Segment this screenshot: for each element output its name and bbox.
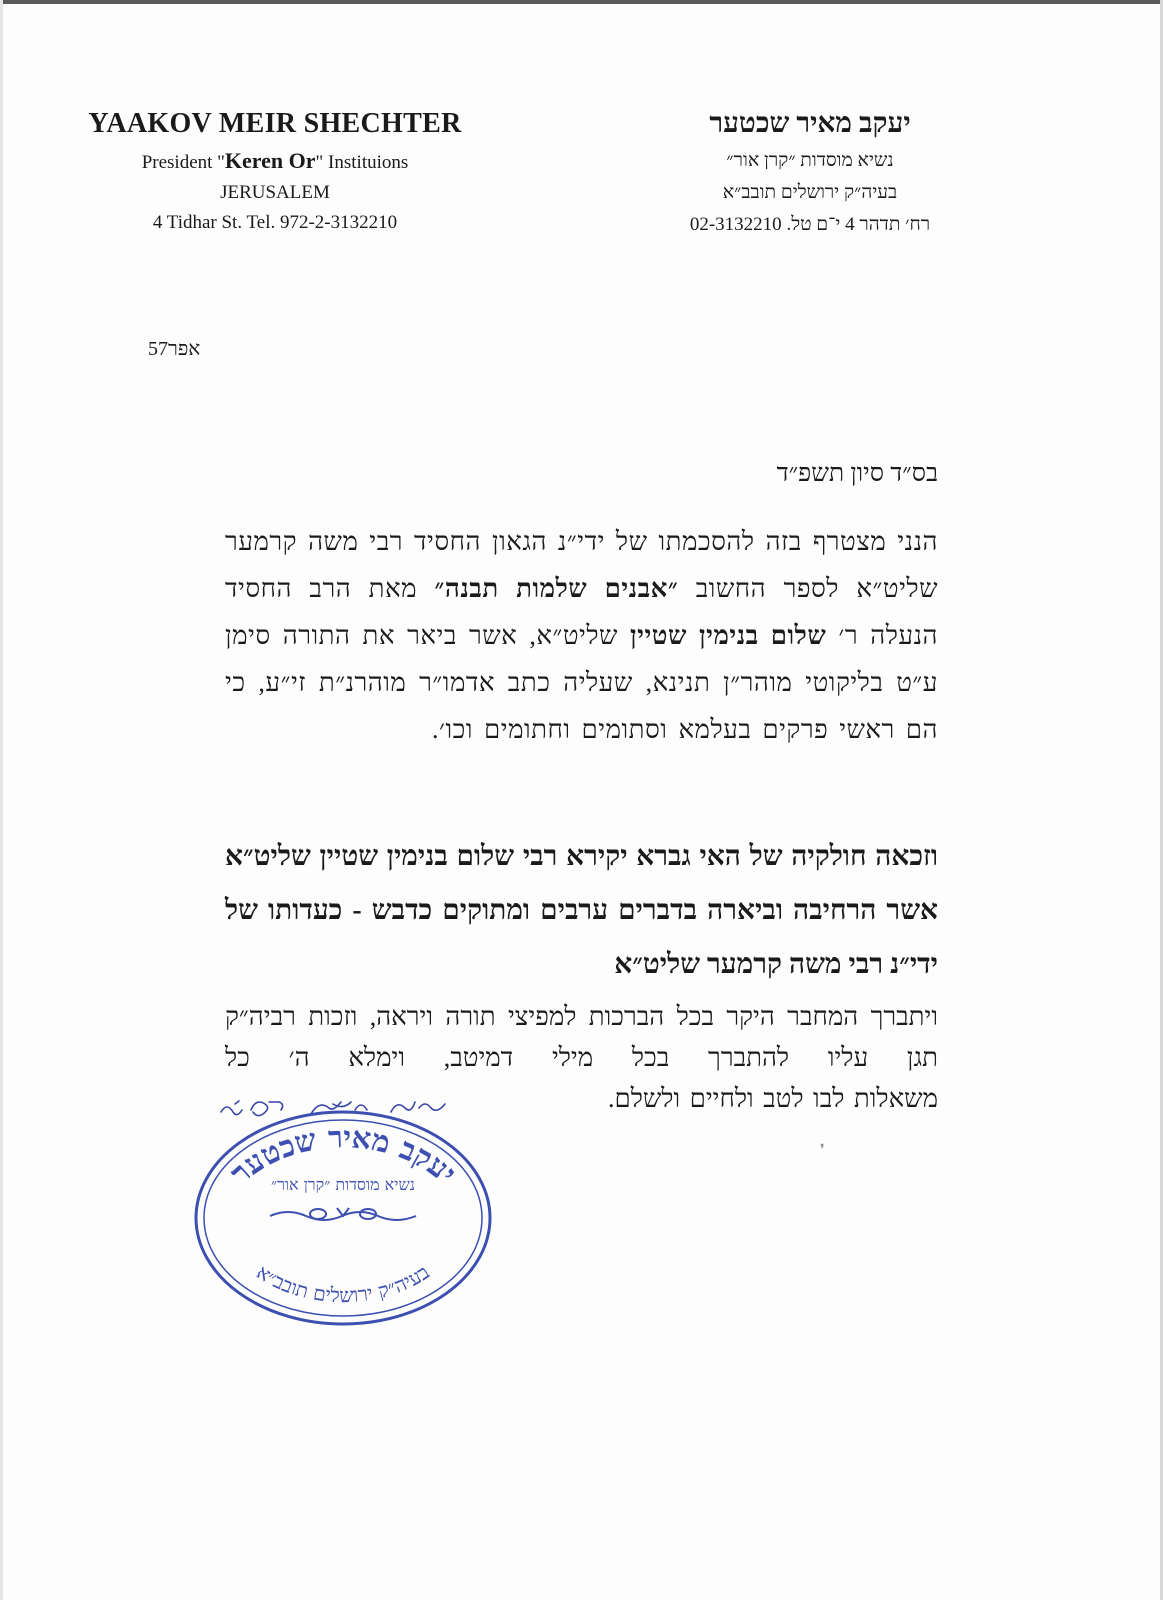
scan-speck: ❜ bbox=[820, 1143, 825, 1158]
paragraph-praise: וזכאה חולקיה של האי גברא יקירא רבי שלום בנימין שטיין שליט״א אשר הרחיבה וביארה בדברים ערבים ומתוקים כדבש - כעדותו של ידי״נ רבי משה קרמער שליט״א bbox=[225, 841, 938, 980]
stamp-name: יעקב מאיר שכטער bbox=[223, 1120, 463, 1192]
author-name: שלום בנימין שטיין bbox=[630, 621, 827, 650]
letterhead-city-en: JERUSALEM bbox=[220, 182, 330, 203]
letterhead-title-en bbox=[60, 148, 490, 174]
p1-text-3: שליט״א, אשר ביאר את התורה סימן ע״ט בליקוטי מוהר״ן תנינא, שעליה כתב אדמו״ר מוהרנ״ת זי״ע, כי הם ראשי פרקים בעלמא וסתומים וחתומים וכו׳. bbox=[225, 621, 938, 744]
title-suffix: " Instituions bbox=[315, 152, 409, 173]
book-title: ״אבנים שלמות תבנה״ bbox=[434, 574, 679, 603]
letterhead-address-en: 4 Tidhar St. Tel. 972-2-3132210 bbox=[152, 212, 398, 233]
hebrew-letterhead bbox=[640, 108, 980, 236]
institution-name-en: Keren Or bbox=[224, 148, 316, 173]
letterhead-city-he: בעיה״ק ירושלים תובב״א bbox=[722, 182, 898, 203]
svg-text:בעיה״ק ירושלים תובב״א bbox=[252, 1260, 433, 1308]
scan-left-edge bbox=[0, 0, 3, 1600]
letterhead-title-he: נשיא מוסדות ״קרן אור״ bbox=[726, 150, 894, 171]
letterhead-address-he: רח׳ תדהר 4 י־ם טל. 02-3132210 bbox=[689, 214, 931, 235]
p1-text-1: הנני מצטרף בזה להסכמתו של ידי״נ הגאון החסיד רבי משה קרמער שליט״א לספר החשוב bbox=[225, 527, 938, 603]
p1-text-2: מאת הרב החסיד הנעלה ר׳ bbox=[225, 574, 938, 650]
institution-stamp bbox=[192, 1108, 494, 1328]
reference-number: אפר57 bbox=[148, 338, 201, 360]
scan-top-edge bbox=[0, 0, 1163, 4]
letter-date: בס״ד סיון תשפ״ד bbox=[776, 460, 938, 487]
stamp-title: נשיא מוסדות ״קרן אור״ bbox=[270, 1175, 416, 1194]
stamp-ornament bbox=[270, 1208, 416, 1220]
p3-text: ויתברך המחבר היקר בכל הברכות למפיצי תורה ויראה, וזכות רביה״ק תגן עליו להתברך בכל מילי דמיטב, וימלא ה׳ כל bbox=[225, 1002, 938, 1072]
p3-last-line: משאלות לבו לטב ולחיים ולשלם. bbox=[607, 1084, 938, 1113]
title-prefix: President " bbox=[141, 152, 225, 173]
letterhead-name-en: YAAKOV MEIR SHECHTER bbox=[88, 108, 462, 139]
letterhead-name-he: יעקב מאיר שכטער bbox=[709, 108, 911, 139]
english-letterhead bbox=[60, 108, 490, 234]
paragraph-approbation bbox=[225, 518, 938, 753]
stamp-city: בעיה״ק ירושלים תובב״א bbox=[252, 1259, 434, 1308]
